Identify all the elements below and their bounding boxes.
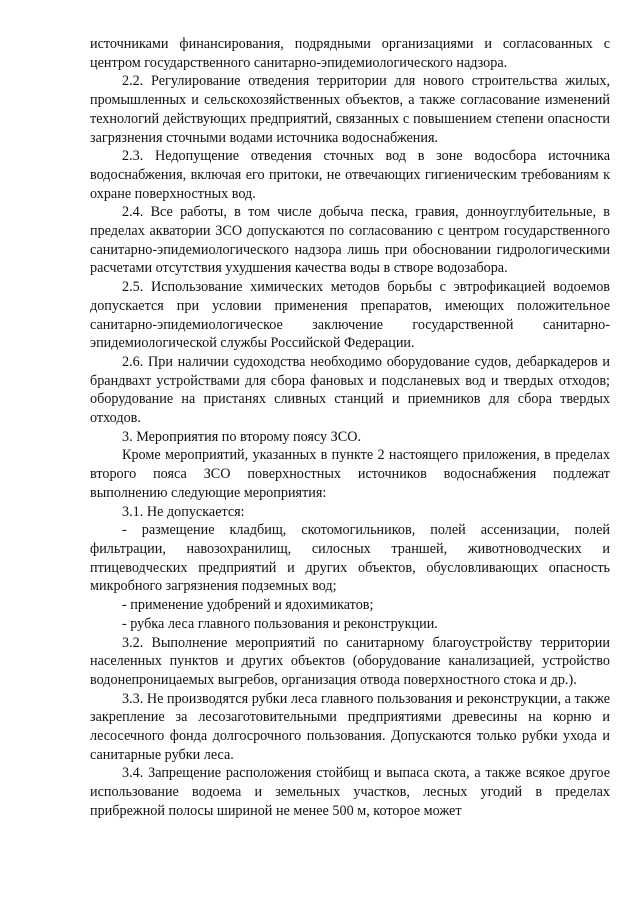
document-body <box>90 35 610 821</box>
paragraph-2-4: 2.4. Все работы, в том числе добыча песка, гравия, донноуглубительные, в пределах акватории ЗСО допускаются по согласованию с центром государственного санитарно-эпидемиологического надзора лишь при обосновании гидрологическими расчетами отсутствия ухудшения качества воды в створе водозабора. <box>90 204 610 277</box>
paragraph-2-6: 2.6. При наличии судоходства необходимо оборудование судов, дебаркадеров и брандвахт устройствами для сбора фановых и подсланевых вод и твердых отходов; оборудование на пристанях сливных станций и приемников для сбора твердых отходов. <box>90 353 610 427</box>
section-3-intro: Кроме мероприятий, указанных в пункте 2 настоящего приложения, в пределах второго пояса ЗСО поверхностных источников водоснабжения подлежат выполнению следующие мероприятия: <box>90 447 610 501</box>
paragraph-3-4: 3.4. Запрещение расположения стойбищ и выпаса скота, а также всякое другое использование водоема и земельных участков, лесных угодий в пределах прибрежной полосы шириной не менее 500 м, которое может <box>90 765 610 819</box>
paragraph-3-1: 3.1. Не допускается: <box>122 503 245 520</box>
paragraph-2-3: 2.3. Недопущение отведения сточных вод в зоне водосбора источника водоснабжения, включая его притоки, не отвечающих гигиеническим требованиям к охране поверхностных вод. <box>90 148 610 202</box>
paragraph-2-2: 2.2. Регулирование отведения территории для нового строительства жилых, промышленных и сельскохозяйственных объектов, а также согласование изменений технологий действующих предприятий, связанных с повышением степени опасности загрязнения сточными водами источника водоснабжения. <box>90 73 610 146</box>
list-item-logging: - рубка леса главного пользования и реконструкции. <box>122 615 438 632</box>
paragraph-3-3: 3.3. Не производятся рубки леса главного пользования и реконструкции, а также закрепление за лесозаготовительными предприятиями древесины на корню и лесосечного фонда долгосрочного пользования. Допускаются только рубки ухода и санитарные рубки леса. <box>90 690 610 763</box>
paragraph-continuation: источниками финансирования, подрядными организациями и согласованных с центром государственного санитарно-эпидемиологического надзора. <box>90 36 610 71</box>
section-3-heading: 3. Мероприятия по второму поясу ЗСО. <box>122 428 362 445</box>
paragraph-3-2: 3.2. Выполнение мероприятий по санитарному благоустройству территории населенных пунктов и других объектов (оборудование канализацией, устройство водонепроницаемых выгребов, организация отвода поверхностного стока и др.). <box>90 634 610 688</box>
list-item-placement: - размещение кладбищ, скотомогильников, полей ассенизации, полей фильтрации, навозохранилищ, силосных траншей, животноводческих и птицеводческих предприятий и других объектов, обусловливающих опасность микробного загрязнения подземных вод; <box>90 522 610 595</box>
paragraph-2-5: 2.5. Использование химических методов борьбы с эвтрофикацией водоемов допускается при условии применения препаратов, имеющих положительное санитарно-эпидемиологическое заключение государственной санитарно-эпидемиологической службы Российской Федерации. <box>90 279 610 352</box>
list-item-fertilizers: - применение удобрений и ядохимикатов; <box>122 597 374 614</box>
